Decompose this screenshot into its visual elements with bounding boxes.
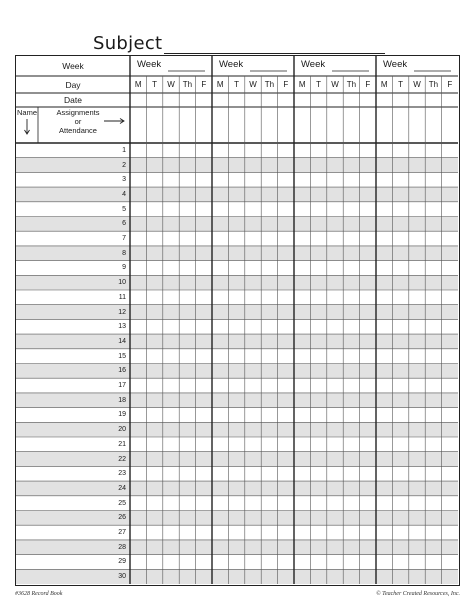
subject-blank-line [164,35,385,54]
week-header-label: Week [301,59,326,70]
day-letter-w: W [249,80,257,89]
week-header-label: Week [219,59,244,70]
row-number: 16 [118,367,126,375]
row-number: 14 [118,337,126,345]
day-letter-w: W [413,80,421,89]
shaded-row [16,481,458,496]
row-number: 12 [118,308,126,316]
shaded-row [16,334,458,349]
row-number: 8 [122,249,126,257]
shaded-row [16,511,458,526]
row-number: 19 [118,411,126,419]
day-letter-t: T [316,80,322,89]
grid-lines [16,56,458,584]
row-number: 9 [122,264,126,272]
row-number: 27 [118,529,126,537]
shaded-row [16,187,458,202]
day-letter-m: M [134,80,142,89]
row-number: 21 [118,440,126,448]
assignments-label-line: Attendance [59,126,97,135]
row-number: 17 [118,382,126,390]
day-letter-f: F [283,80,289,89]
date-row-label: Date [64,95,82,105]
row-number: 1 [122,146,126,154]
day-letter-m: M [380,80,388,89]
shaded-row [16,217,458,232]
row-number: 2 [122,161,126,169]
week-header-label: Week [137,59,162,70]
row-number: 29 [118,558,126,566]
row-number: 10 [118,279,126,287]
assignments-label-line: Assignments [56,108,100,117]
subject-field[interactable] [93,28,385,54]
row-number: 6 [122,220,126,228]
row-number: 26 [118,514,126,522]
day-letter-th: Th [264,80,275,89]
day-letter-m: M [298,80,306,89]
row-number: 30 [118,573,126,581]
shaded-row [16,540,458,555]
day-letter-f: F [201,80,207,89]
shaded-row [16,422,458,437]
week-row-label: Week [62,61,84,71]
shaded-row [16,246,458,261]
day-letter-f: F [365,80,371,89]
day-letter-t: T [234,80,240,89]
name-column-label: Name [16,108,37,117]
row-number: 25 [118,499,126,507]
record-grid [15,55,460,586]
row-number: 3 [122,176,126,184]
row-number: 24 [118,484,126,492]
shaded-row [16,452,458,467]
row-number: 20 [118,426,126,434]
subject-label: Subject [93,33,163,54]
row-number: 11 [118,293,126,301]
row-number: 22 [118,455,126,463]
day-letter-w: W [331,80,339,89]
row-number: 4 [122,190,126,198]
day-letter-w: W [167,80,175,89]
day-row-label: Day [65,79,81,90]
day-letter-th: Th [346,80,357,89]
row-number: 7 [122,235,126,243]
row-number: 18 [118,396,126,404]
row-number: 28 [118,543,126,551]
assignments-label-line: or [74,117,82,126]
day-letter-th: Th [182,80,193,89]
day-letter-m: M [216,80,224,89]
shaded-row [16,275,458,290]
day-letter-f: F [447,80,453,89]
day-letter-t: T [152,80,158,89]
row-number: 5 [122,205,126,213]
footer-copyright: © Teacher Created Resources, Inc. [376,591,460,597]
footer-book-id: #3628 Record Book [15,591,63,597]
row-number: 23 [118,470,126,478]
shaded-row [16,158,458,173]
shaded-row [16,569,458,584]
shaded-row [16,305,458,320]
row-number: 15 [118,352,126,360]
week-header-label: Week [383,59,408,70]
day-letter-t: T [398,80,404,89]
day-letter-th: Th [428,80,439,89]
shaded-row [16,393,458,408]
shaded-row [16,364,458,379]
row-number: 13 [118,323,126,331]
